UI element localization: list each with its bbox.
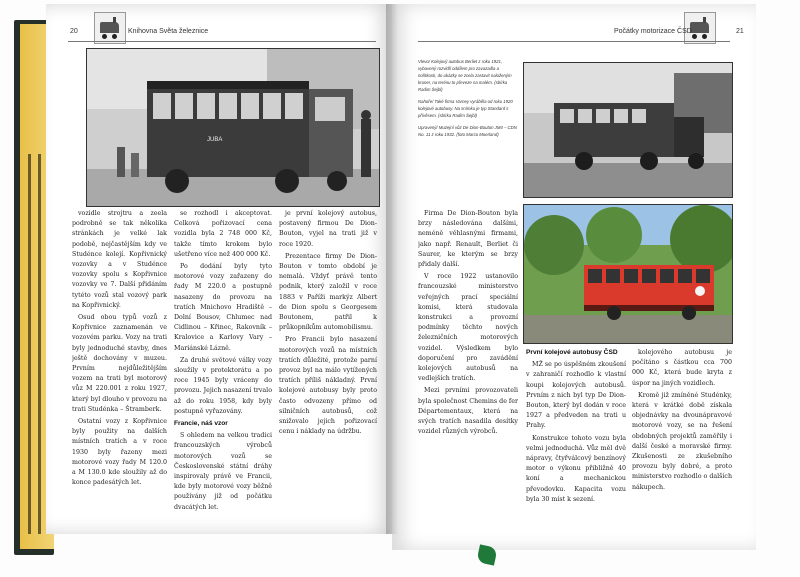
caption-text: Nahoře/ Také firma Varney vyráběla od roku 1920 kolejové autobusy. Na snímku je typ Standard s přívěsem. (sbírka Radim Šejbl) (418, 99, 513, 118)
left-text-column-2 (174, 209, 272, 521)
left-text-column-1 (72, 209, 167, 521)
right-page-number: 21 (736, 28, 744, 35)
paragraph: S ohledem na velkou tradici francouzských výrobců motorových vozů se Československé státní dráhy inspirovaly právě ve Francii, kde byly motorové vozy běžně používány již od počátku dvacátých let. (174, 432, 272, 511)
right-text-column-1 (418, 209, 518, 534)
header-rule (418, 41, 730, 42)
right-text-column-2 (526, 348, 626, 534)
railbus-photo-red (523, 204, 733, 344)
left-running-header: Knihovna Světa železnice (128, 28, 209, 35)
right-text-column-3 (632, 348, 732, 534)
paragraph: se rozhodl i akceptovat. Celková pořizovací cena vozidla byla 2 748 000 Kč, takže tímto krokem bylo ušetřeno více než 400 000 Kč. (174, 210, 272, 258)
paragraph: kolejového autobusu je počítáno s částkou cca 700 000 Kč, která bude kryta z úspor na jiných vozidlech. (632, 349, 732, 387)
paragraph: Firma De Dion-Bouton byla brzy následována dalšími, neméně věhlasnými firmami, jako např. Renault, Berliet či Saurer, ke kterým se brzy přidaly další. (418, 210, 518, 269)
caption-text: Upravený/ Muzejní vůz De Dion-Bouton JM4 – CDN No. 11 z roku 1932. (foto Marco Moerland) (418, 125, 517, 137)
paragraph: Po dodání byly tyto motorové vozy zařazeny do řady M 220.0 a postupně nasazeny do provozu na tratích Mnichovo Hradiště – Dolní Bousov, Chlumec nad Cidlinou – Křinec, Rakovník – Kralovice a Karlovy Vary – Mariánské Lázně. (174, 263, 272, 352)
left-page (46, 4, 392, 534)
paragraph: Prezentace firmy De Dion-Bouton v tomto období je nemalá. Vždyť právě tento podnik, který založil v roce 1883 v Paříži markýz Albert de Dion spolu s Georgesem Boutonem, patřil k průkopníkům automobilismu. (279, 252, 377, 332)
paragraph: je první kolejový autobus, postavený firmou De Dion-Bouton, vyjel na trati již v roce 1920. (279, 210, 377, 248)
caption-text: Vlevo/ Kolejový autobus Berliet z roku 1921, vybavený rozvidlí oddílem pro zavazadla a nořitkosti, do ukázky se zcela zastavit naloženým kroner, na terénu to převeze na malém. (sbírka Radim Šejbl) (418, 59, 512, 92)
section-heading: První kolejové autobusy ČSD (526, 349, 618, 356)
wagon-label: JUBA (207, 137, 223, 143)
left-page-number: 20 (70, 28, 78, 35)
railbus-photo-left (86, 48, 380, 207)
left-text-column-3 (279, 209, 377, 521)
series-logo-icon (94, 12, 126, 44)
paragraph: Ostatní vozy z Kopřivnice byly použity na dalších místních tratích a v roce 1930 byly řazeny mezi motorové vozy řady M 120.0 a M 130.0 kde sloužily až do konce padesátých let. (72, 418, 167, 487)
book-gutter-shadow (386, 4, 398, 534)
paragraph: vozidle strojtru a zeela podrobně se tak několika stránkách je velké lak podobě, nejčastějším kdy ve Studénce kolejí. Kopřivnický vozovky a v Studénce vozovky spolu s Kopřivnice vozovky ve 7. Další přidáním tytéto vozů stal vozový park na Kopřivnický. (72, 210, 167, 309)
header-rule (68, 41, 376, 42)
paragraph: Osud obou typů vozů z Kopřivnice zaznamenán ve vozovém parku. Vozy na trati byly jednoduché stavby, dnes ještě dochovány v muzeu. Prvním nejdůležitějším vozem na trati byl motorový vůz M 220.001 z roku 1927, který byl dlouho v provozu na trati Studénka – Štramberk. (72, 314, 167, 413)
paragraph: Pro Francii bylo nasazení motorových vozů na místních tratích důležité, protože parní provoz byl na málo vytížených tratích příliš nákladný. První kolejové autobusy byly proto často odvozeny přímo od silničních autobusů, což snižovalo jejich pořizovací cenu i náklady na údržbu. (279, 336, 377, 436)
photo-captions (418, 58, 518, 208)
paragraph: V roce 1922 ustanovilo francouzské ministerstvo veřejných prací speciální komisi, která studovala konstrukci a provozní podmínky těchto nových železničních motorových vozidel. Výsledkem bylo doporučení pro zavádění kolejových autobusů na vedlejších tratích. (418, 273, 518, 383)
right-running-header: Počátky motorizace ČSD (614, 28, 692, 35)
section-heading: Francie, náš vzor (174, 420, 228, 428)
paragraph: Konstrukce tohoto vozu byla velmi jednoduchá. Vůz měl dvě nápravy, čtyřválcový benzínový motor o výkonu přibližně 40 koní a mechanickou převodovku. Kapacita vozu byla 30 míst k sezení. (526, 434, 626, 503)
railbus-photo-bw (523, 62, 733, 198)
paragraph: Za druhé světové války vozy sloužily v protektorátu a po roce 1945 byly vráceny do provozu. Jejich nasazení trvalo až do roku 1958, kdy byly postupně vyřazovány. (174, 356, 272, 415)
paragraph: Mezi prvními provozovateli byla společnost Chemins de fer Départementaux, která na svých tratích nasadila desítky vozidel různých výrobců. (418, 387, 518, 436)
paragraph: MŽ se po úspěšném zkoušení v zahraničí rozhodlo k vlastní koupi kolejových autobusů. Prvním z nich byl typ De Dion-Bouton, který byl dodán v roce 1927 a předveden na trati u Prahy. (526, 361, 626, 430)
paragraph: Kromě již zmíněné Studénky, která v krátké době získala objednávky na dvounápravové motorové vozy, se na řešení obdobných projektů zaměřily i další české a moravské firmy. Zkušenosti ze zkušebního provozu byly dobré, a proto ministerstvo rozhodlo o dalších nákupech. (632, 391, 732, 491)
right-page (392, 4, 756, 550)
